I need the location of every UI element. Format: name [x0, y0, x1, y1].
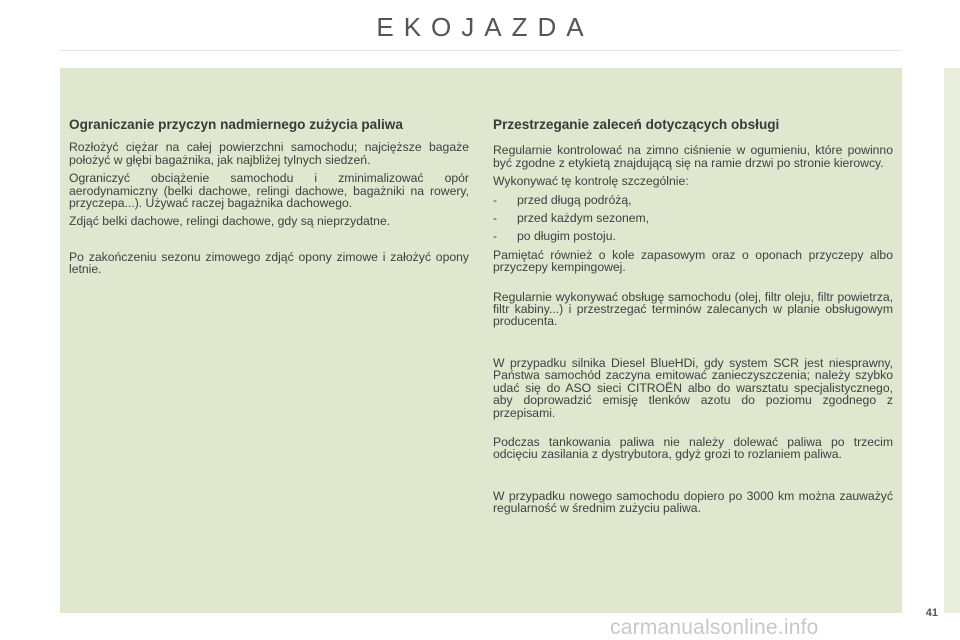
paragraph-new-vehicle: W przypadku nowego samochodu dopiero po 3000 km można zauważyć regularność w średnim zużyciu paliwa.	[493, 488, 893, 516]
bullet-dash: -	[493, 211, 498, 226]
list-item: - przed długą podróżą,	[493, 192, 632, 207]
page-title: EKOJAZDA	[376, 12, 594, 42]
check-occasions-list	[493, 194, 893, 243]
paragraph-winter-tyres: Po zakończeniu sezonu zimowego zdjąć opony zimowe i założyć opony letnie.	[69, 249, 469, 277]
section-heading-maintenance: Przestrzeganie zaleceń dotyczących obsługi	[493, 117, 780, 132]
paragraph-roof-bars: Zdjąć belki dachowe, relingi dachowe, gdy są nieprzydatne.	[69, 214, 391, 229]
list-item: - przed każdym sezonem,	[493, 211, 650, 226]
left-column	[69, 68, 469, 282]
right-column	[493, 68, 893, 521]
paragraph-check-when: Wykonywać tę kontrolę szczególnie:	[493, 174, 689, 189]
paragraph-scr-system: W przypadku silnika Diesel BlueHDi, gdy system SCR jest niesprawny, Państwa samochód zaczyna emitować zanieczyszczenia; należy szybko udać się do ASO sieci CITROËN albo do warsztatu specjalistycznego, aby doprowadzić emisję tlenków azotu do poziomu zgodnego z przepisami.	[493, 355, 893, 420]
bullet-dash: -	[493, 192, 498, 207]
section-heading-fuel-consumption: Ograniczanie przyczyn nadmiernego zużycia paliwa	[69, 117, 403, 132]
watermark: carmanualsonline.info	[610, 616, 819, 639]
paragraph-spare-wheel: Pamiętać również o kole zapasowym oraz o oponach przyczepy albo przyczepy kempingowej.	[493, 247, 893, 275]
side-tab-strip	[944, 68, 960, 613]
bullet-dash: -	[493, 229, 498, 244]
paragraph-weight-distribution: Rozłożyć ciężar na całej powierzchni samochodu; najcięższe bagaże położyć w głębi bagażnika, jak najbliżej tylnych siedzeń.	[69, 140, 469, 167]
paragraph-aerodynamics: Ograniczyć obciążenie samochodu i zminimalizować opór aerodynamiczny (belki dachowe, relingi dachowe, bagażniki na rowery, przyczepa...). Używać raczej bagażnika dachowego.	[69, 171, 469, 211]
list-item: - po długim postoju.	[493, 229, 616, 244]
paragraph-tyre-pressure: Regularnie kontrolować na zimno ciśnienie w ogumieniu, które powinno być zgodne z etykietą znajdującą się na ramie drzwi po stronie kierowcy.	[493, 143, 893, 170]
paragraph-service-schedule: Regularnie wykonywać obsługę samochodu (olej, filtr oleju, filtr powietrza, filtr kabiny...) i przestrzegać terminów zalecanych w planie obsługowym producenta.	[493, 289, 893, 329]
paragraph-refuelling: Podczas tankowania paliwa nie należy dolewać paliwa po trzecim odcięciu zasilania z dystrybutora, gdyż grozi to rozlaniem paliwa.	[493, 434, 893, 462]
title-divider	[60, 50, 902, 51]
page-number: 41	[925, 607, 938, 619]
